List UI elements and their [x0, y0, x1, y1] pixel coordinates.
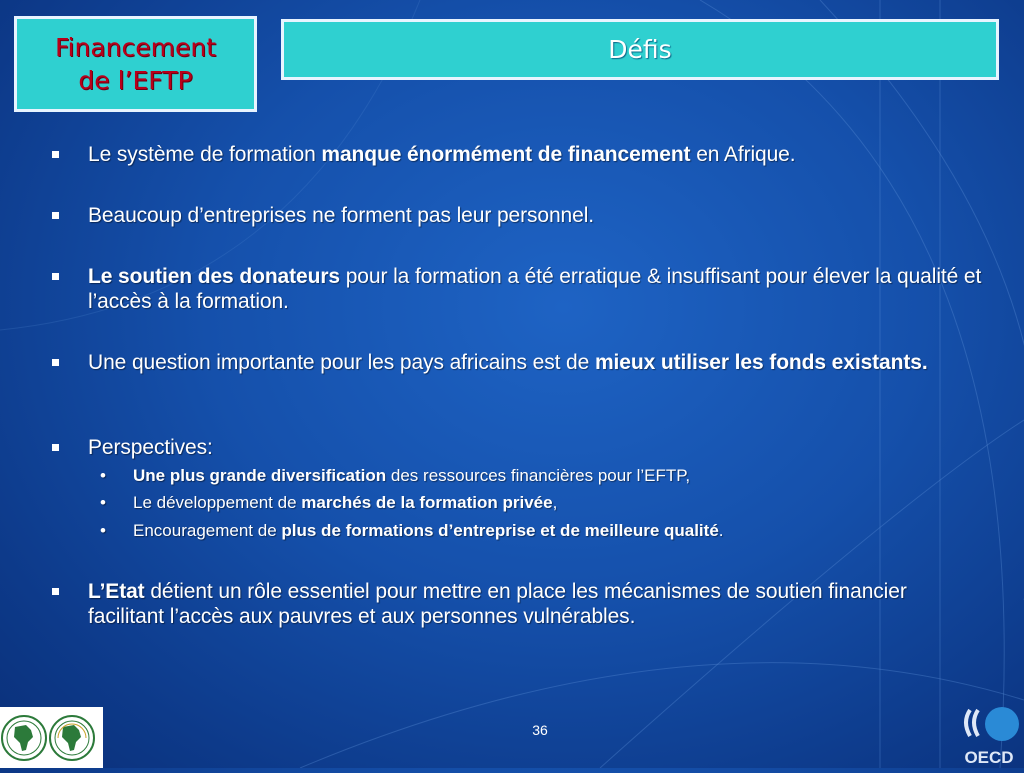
square-bullet-icon [52, 273, 59, 280]
square-bullet-icon [52, 359, 59, 366]
sub-bullet-item [100, 465, 980, 487]
slide-title: Défis [608, 35, 672, 64]
bullet-text: Beaucoup d’entreprises ne forment pas leur personnel. [88, 204, 595, 227]
oecd-logo-text: OECD [964, 748, 1014, 767]
bullet-item [46, 264, 986, 314]
square-bullet-icon [52, 588, 59, 595]
square-bullet-icon [52, 444, 59, 451]
oecd-logo [954, 700, 1024, 768]
sub-bullet-text: Encouragement de plus de formations d’entreprise et de meilleure qualité. [133, 521, 724, 540]
square-bullet-icon [52, 151, 59, 158]
section-title-box [14, 16, 257, 112]
section-title [55, 31, 216, 97]
bullet-text: Perspectives: [88, 436, 213, 459]
afdb-logo [0, 707, 103, 768]
sub-bullet-item [100, 492, 980, 514]
bullet-item [46, 579, 986, 629]
section-title-line1: Financement [54, 33, 217, 62]
slide-title-box [281, 19, 999, 80]
bullet-text: Le soutien des donateurs pour la formation a été erratique & insuffisant pour élever la qualité et l’accès à la formation. [88, 265, 982, 313]
bullet-item [46, 203, 986, 228]
page-number: 36 [532, 722, 548, 738]
bullet-item [46, 142, 986, 167]
afdb-logo-graphic [0, 707, 103, 768]
square-bullet-icon [52, 212, 59, 219]
bullet-item [46, 350, 986, 375]
sub-bullet-item [100, 520, 980, 542]
dot-bullet-icon: • [100, 493, 106, 512]
dot-bullet-icon: • [100, 466, 106, 485]
sub-bullet-text: Une plus grande diversification des ressources financières pour l’EFTP, [133, 466, 691, 485]
bullet-text: L’Etat détient un rôle essentiel pour mettre en place les mécanismes de soutien financier facilitant l’accès aux pauvres et aux personnes vulnérables. [88, 580, 907, 628]
bullet-text: Une question importante pour les pays africains est de mieux utiliser les fonds existants. [88, 351, 928, 374]
dot-bullet-icon: • [100, 521, 106, 540]
oecd-logo-graphic [954, 700, 1024, 768]
bullet-item [46, 435, 986, 460]
bullet-text: Le système de formation manque énormément de financement en Afrique. [88, 143, 796, 166]
sub-bullet-text: Le développement de marchés de la formation privée, [133, 493, 558, 512]
section-title-line2: de l’EFTP [78, 66, 193, 95]
